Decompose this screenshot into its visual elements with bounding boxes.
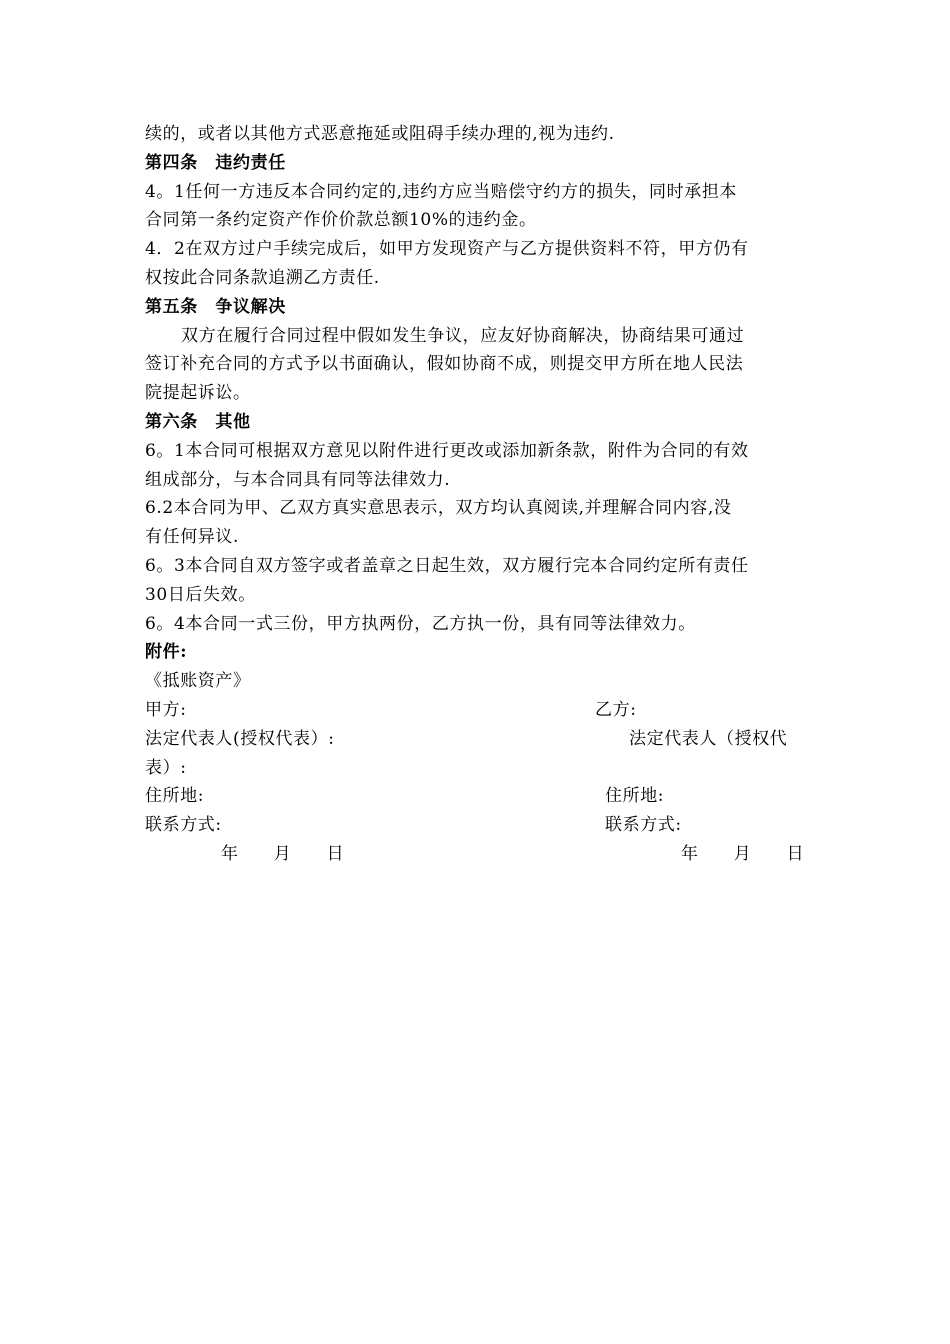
date-b: 年 月 日 bbox=[681, 843, 805, 864]
signature-row-representative-wrap bbox=[145, 754, 807, 783]
party-b-label: 乙方: bbox=[595, 699, 637, 720]
contact-a-label: 联系方式: bbox=[145, 815, 222, 836]
contract-body bbox=[145, 120, 807, 869]
clause-4-2: 4．2在双方过户手续完成后，如甲方发现资产与乙方提供资料不符，甲方仍有 bbox=[145, 239, 749, 260]
clause-6-3-cont: 30日后失效。 bbox=[145, 584, 256, 605]
paragraph-5-cont: 签订补充合同的方式予以书面确认，假如协商不成，则提交甲方所在地人民法 bbox=[145, 354, 744, 375]
attachment-heading: 附件: bbox=[145, 642, 188, 663]
clause-6-2-cont: 有任何异议. bbox=[145, 527, 240, 548]
date-a: 年 月 日 bbox=[221, 843, 345, 864]
clause-4-2-cont: 权按此合同条款追溯乙方责任. bbox=[145, 267, 380, 288]
signature-row-date bbox=[145, 840, 807, 869]
paragraph-5: 双方在履行合同过程中假如发生争议，应友好协商解决，协商结果可通过 bbox=[181, 325, 745, 346]
attachment-item: 《抵账资产》 bbox=[145, 671, 251, 692]
contact-b-label: 联系方式: bbox=[605, 815, 682, 836]
clause-4-1-cont: 合同第一条约定资产作价价款总额10%的违约金。 bbox=[145, 210, 537, 231]
clause-6-1-cont: 组成部分，与本合同具有同等法律效力. bbox=[145, 469, 451, 490]
clause-6-1: 6。1本合同可根据双方意见以附件进行更改或添加新条款，附件为合同的有效 bbox=[145, 440, 749, 461]
section-heading-5: 第五条 争议解决 bbox=[145, 296, 286, 317]
address-a-label: 住所地: bbox=[145, 786, 205, 807]
rep-b-label: 法定代表人（授权代 bbox=[629, 728, 788, 749]
address-b-label: 住所地: bbox=[605, 786, 665, 807]
section-heading-6: 第六条 其他 bbox=[145, 411, 251, 432]
clause-6-2: 6.2本合同为甲、乙双方真实意思表示，双方均认真阅读,并理解合同内容,没 bbox=[145, 498, 732, 519]
party-a-label: 甲方: bbox=[145, 699, 187, 720]
rep-a-label: 法定代表人(授权代表）: bbox=[145, 728, 335, 749]
signature-row-representative bbox=[145, 725, 807, 754]
section-heading-4: 第四条 违约责任 bbox=[145, 152, 286, 173]
signature-row-address bbox=[145, 782, 807, 811]
paragraph-5-cont: 院提起诉讼。 bbox=[145, 383, 251, 404]
signature-row-contact bbox=[145, 811, 807, 840]
rep-wrap-label: 表）: bbox=[145, 757, 187, 778]
clause-6-3: 6。3本合同自双方签字或者盖章之日起生效，双方履行完本合同约定所有责任 bbox=[145, 555, 749, 576]
clause-6-4: 6。4本合同一式三份，甲方执两份，乙方执一份，具有同等法律效力。 bbox=[145, 613, 696, 634]
signature-row-party bbox=[145, 696, 807, 725]
text-line: 续的，或者以其他方式恶意拖延或阻碍手续办理的,视为违约. bbox=[145, 124, 615, 144]
clause-4-1: 4。1任何一方违反本合同约定的,违约方应当赔偿守约方的损失，同时承担本 bbox=[145, 181, 738, 202]
